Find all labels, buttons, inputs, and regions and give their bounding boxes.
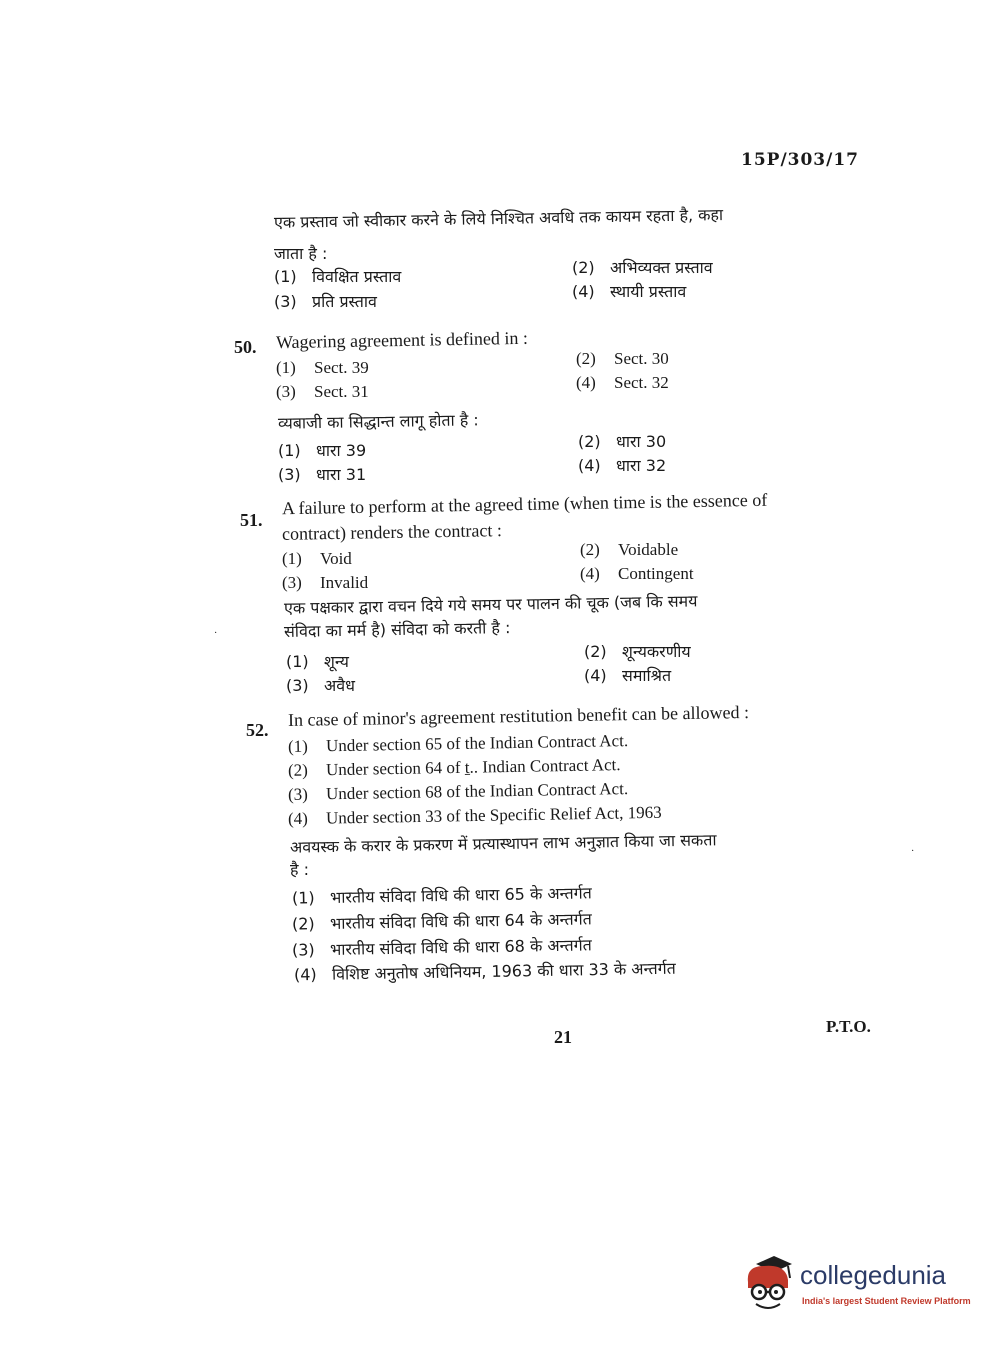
- q50-text: Wagering agreement is defined in :: [275, 327, 529, 353]
- scan-speck: ·: [911, 846, 915, 857]
- q52-number: 52.: [246, 720, 269, 740]
- q49-option-4: (4) स्थायी प्रस्ताव: [572, 282, 687, 301]
- mascot-icon: [742, 1254, 798, 1316]
- pto-label: P.T.O.: [826, 1017, 871, 1036]
- q52-hindi-option-1: (1) भारतीय संविदा विधि की धारा 65 के अन्तर्गत: [291, 883, 592, 908]
- scan-speck: ·: [214, 628, 218, 639]
- q49-option-3: (3) प्रति प्रस्ताव: [274, 292, 377, 311]
- q50-hindi-option-2: (2) धारा 30: [578, 432, 667, 451]
- q51-text-line2: contract) renders the contract :: [281, 520, 503, 544]
- q52-option-1: (1) Under section 65 of the Indian Contract Act.: [287, 731, 629, 756]
- q49-hindi-line2: जाता है :: [274, 244, 328, 263]
- q50-option-3: (3) Sect. 31: [276, 382, 369, 401]
- q52-text: In case of minor's agreement restitution benefit can be allowed :: [287, 701, 750, 731]
- q51-hindi-line1: एक पक्षकार द्वारा वचन दिये गये समय पर पालन की चूक (जब कि समय: [283, 591, 698, 618]
- q51-option-3: (3) Invalid: [282, 573, 369, 592]
- q49-option-2: (2) अभिव्यक्त प्रस्ताव: [572, 258, 713, 277]
- q51-hindi-line2: संविदा का मर्म है) संविदा को करती है :: [283, 618, 511, 641]
- q51-hindi-option-1: (1) शून्य: [286, 652, 349, 671]
- q51-hindi-option-3: (3) अवैध: [286, 676, 355, 695]
- q50-hindi-text: व्यबाजी का सिद्धान्त लागू होता है :: [277, 410, 479, 433]
- q50-hindi-option-1: (1) धारा 39: [278, 441, 367, 460]
- q52-option-2: (2) Under section 64 of ṯ.. Indian Contract Act.: [287, 755, 621, 780]
- q50-number: 50.: [234, 337, 257, 357]
- q52-hindi-option-4: (4) विशिष्ट अनुतोष अधिनियम, 1963 की धारा 33 के अन्तर्गत: [293, 958, 676, 985]
- q52-option-3: (3) Under section 68 of the Indian Contract Act.: [287, 779, 629, 804]
- q51-hindi-option-4: (4) समाश्रित: [584, 666, 672, 685]
- q52-hindi-line1: अवयस्क के करार के प्रकरण में प्रत्यास्थापन लाभ अनुज्ञात किया जा सकता: [289, 830, 717, 857]
- q52-hindi-option-2: (2) भारतीय संविदा विधि की धारा 64 के अन्तर्गत: [291, 909, 592, 934]
- q50-option-4: (4) Sect. 32: [576, 373, 669, 392]
- q51-text-line1: A failure to perform at the agreed time (when time is the essence of: [281, 489, 768, 519]
- q50-option-2: (2) Sect. 30: [576, 349, 669, 368]
- page-number: 21: [554, 1027, 572, 1047]
- q51-option-4: (4) Contingent: [580, 564, 694, 583]
- q49-hindi-line1: एक प्रस्ताव जो स्वीकार करने के लिये निश्चित अवधि तक कायम रहता है, कहा: [273, 205, 724, 232]
- brand-tagline: India's largest Student Review Platform: [802, 1296, 971, 1306]
- paper-code: 15P/303/17: [741, 150, 860, 170]
- q51-option-1: (1) Void: [282, 549, 352, 568]
- q52-hindi-option-3: (3) भारतीय संविदा विधि की धारा 68 के अन्तर्गत: [291, 935, 592, 960]
- q51-option-2: (2) Voidable: [580, 540, 679, 559]
- q50-option-1: (1) Sect. 39: [276, 358, 369, 377]
- q50-hindi-option-3: (3) धारा 31: [278, 465, 367, 484]
- q51-hindi-option-2: (2) शून्यकरणीय: [584, 642, 691, 661]
- q52-hindi-line2: है :: [290, 860, 309, 879]
- brand-name: collegedunia: [800, 1260, 947, 1290]
- q50-hindi-option-4: (4) धारा 32: [578, 456, 667, 475]
- q52-option-4: (4) Under section 33 of the Specific Relief Act, 1963: [287, 802, 662, 829]
- q49-option-1: (1) विवक्षित प्रस्ताव: [274, 267, 402, 286]
- collegedunia-logo: [742, 1250, 972, 1320]
- q51-number: 51.: [240, 510, 263, 530]
